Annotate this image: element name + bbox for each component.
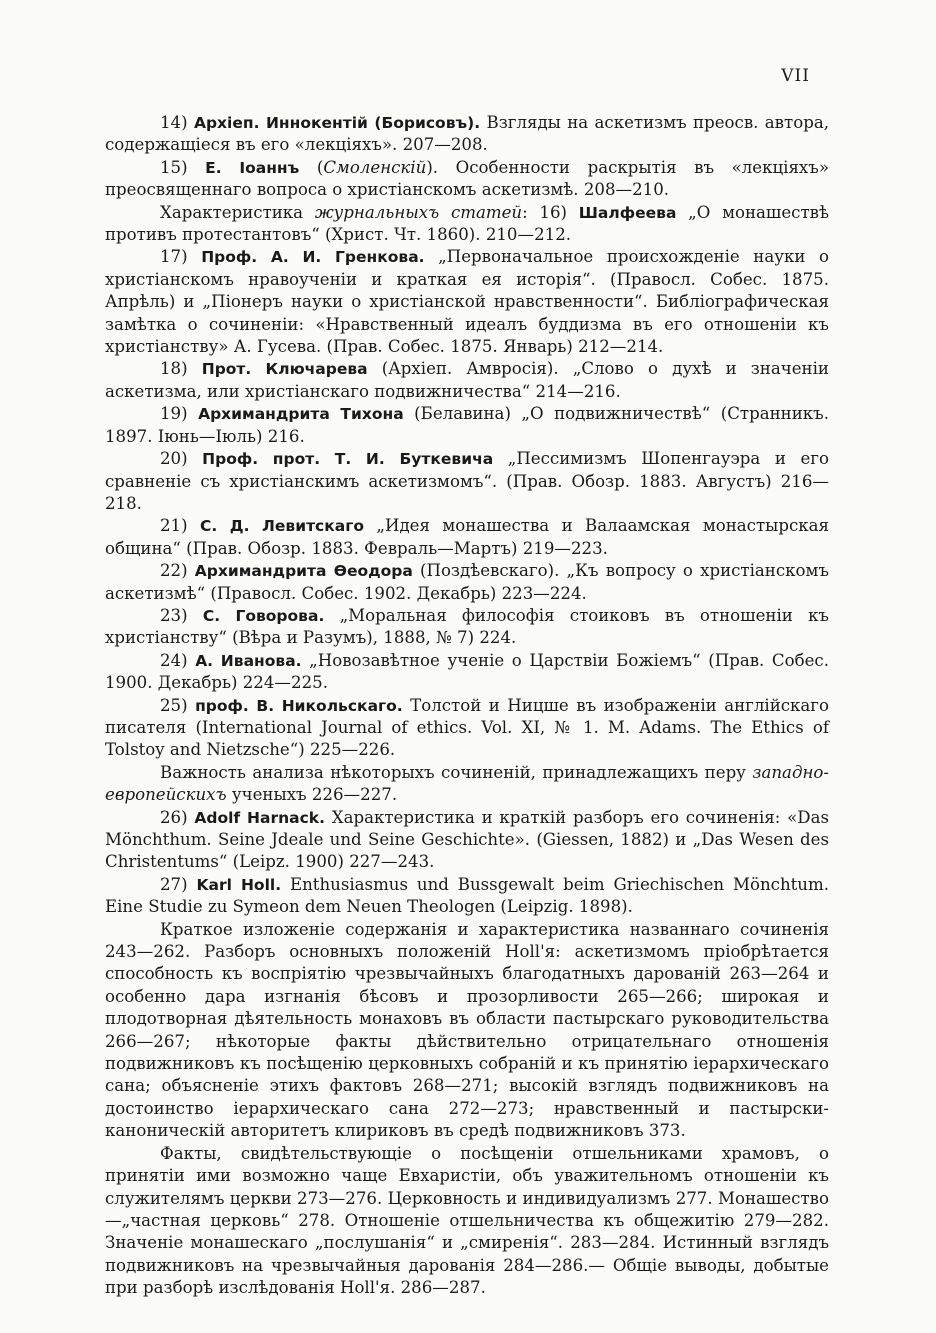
text-run: Характеристика и краткій разборъ его сочиненія: «Das Mönchthum. Seine Jdeale und Seine Geschichte». (Giessen, 1882) и „Das Wesen des Christentums“ (Leipz. 1900) 227—243. xyxy=(105,807,829,872)
bold-author-name: проф. В. Никольскаго. xyxy=(195,696,403,715)
paragraph xyxy=(105,157,829,202)
paragraph xyxy=(105,358,829,403)
bold-author-name: Прот. Ключарева xyxy=(201,360,368,379)
text-run: 20) xyxy=(160,449,203,469)
text-run: Взгляды на аскетизмъ преосв. автора, содержащіеся въ его «лекціяхъ». 207—208. xyxy=(105,113,829,155)
text-run: ( xyxy=(299,157,324,177)
bold-author-name: Adolf Harnack. xyxy=(194,808,325,827)
text-run: ученыхъ 226—227. xyxy=(226,785,398,805)
italic-text: западно-европейскихъ xyxy=(105,762,829,805)
paragraph xyxy=(105,202,829,247)
bold-author-name: Архимандрита Ѳеодора xyxy=(194,562,413,581)
text-run: „О монашествѣ противъ протестантовъ“ (Христ. Чт. 1860). 210—212. xyxy=(105,202,829,245)
bold-author-name: Архіеп. Иннокентій (Борисовъ). xyxy=(193,114,481,132)
paragraph xyxy=(105,695,829,762)
text-run: 25) xyxy=(160,695,196,715)
bold-author-name: С. Говорова. xyxy=(202,606,325,625)
text-run: „Новозавѣтное ученіе о Царствіи Божіемъ“ (Прав. Собес. 1900. Декабрь) 224—225. xyxy=(105,650,829,693)
text-run: 21) xyxy=(160,516,200,536)
paragraph xyxy=(105,650,829,695)
paragraph xyxy=(105,919,829,1143)
text-run: 18) xyxy=(160,359,202,379)
text-run: 14) xyxy=(160,113,194,132)
bold-author-name: Архимандрита Тихона xyxy=(198,405,404,424)
bold-author-name: С. Д. Левитскаго xyxy=(200,517,364,536)
text-run: 27) xyxy=(160,874,197,894)
bold-author-name: Проф. прот. Т. И. Буткевича xyxy=(202,450,494,469)
paragraph xyxy=(105,807,829,874)
text-run: Enthusiasmus und Bussgewalt beim Griechischen Mönchtum. Eine Studie zu Symeon dem Neuen Theologen (Leipzig. 1898). xyxy=(105,874,830,917)
text-run: 19) xyxy=(160,404,199,424)
text-run: 26) xyxy=(160,807,195,827)
paragraph xyxy=(105,1143,829,1300)
text-run: 22) xyxy=(160,561,195,581)
text-run: (Поздѣевскаго). „Къ вопросу о христіанскомъ аскетизмѣ“ (Правосл. Собес. 1902. Декабрь) 223—224. xyxy=(105,561,829,603)
text-run: (Архіеп. Амвросія). „Слово о духѣ и значеніи аскетизма, или христіанскаго подвижничества“ 214—216. xyxy=(105,359,829,401)
italic-text: журнальныхъ статей xyxy=(314,202,523,222)
bold-author-name: Проф. А. И. Гренкова. xyxy=(201,248,425,267)
text-run: 24) xyxy=(160,650,196,670)
bold-author-name: Шалфеева xyxy=(578,203,677,222)
paragraph xyxy=(105,560,829,605)
paragraph xyxy=(105,448,829,515)
paragraph xyxy=(105,605,829,650)
paragraph xyxy=(105,112,829,157)
text-run: 17) xyxy=(160,247,202,267)
paragraph xyxy=(105,515,829,560)
text-run: (Белавина) „О подвижничествѣ“ (Странникъ. 1897. Іюнь—Іюль) 216. xyxy=(105,404,829,446)
text-run: „Пессимизмъ Шопенгауэра и его сравненіе съ христіанскимъ аскетизмомъ“. (Прав. Обозр. 1883. Августъ) 216—218. xyxy=(105,449,829,513)
bold-author-name: Е. Іоаннъ xyxy=(205,158,300,177)
italic-text: Смоленскій xyxy=(323,157,427,177)
bold-author-name: А. Иванова. xyxy=(195,651,302,670)
text-run: „Идея монашества и Валаамская монастырская община“ (Прав. Обозр. 1883. Февраль—Мартъ) 219—223. xyxy=(105,516,829,558)
text-run: ). Особенности раскрытія въ «лекціяхъ» преосвященнаго вопроса о христіанскомъ аскетизмѣ. 208—210. xyxy=(105,157,829,200)
text-run: Толстой и Ницше въ изображеніи англійскаго писателя (International Journal of ethics. Vol. XI, № 1. M. Adams. The Ethics of Tolstoy and Nietzsche“) 225—226. xyxy=(105,695,829,760)
text-run: „Моральная философія стоиковъ въ отношеніи къ христіанству“ (Вѣра и Разумъ), 1888, № 7) 224. xyxy=(105,605,829,648)
bold-author-name: Karl Holl. xyxy=(196,875,282,894)
text-run: Краткое изложеніе содержанія и характеристика названнаго сочиненія 243—262. Разборъ основныхъ положеній Holl'я: аскетизмомъ пріобрѣтается способность къ воспріятію чрезвычайныхъ благодатныхъ дарованій 263—264 и особенно дара изгнанія бѣсовъ и прозорливости 265—266; широкая и плодотворная дѣятельность монаховъ въ области пастырскаго руководительства 266—267; нѣкоторые факты дѣйствительно отрицательнаго отношенія подвижниковъ къ посѣщенію церковныхъ собраній и къ принятію іерархическаго сана; объясненіе этихъ фактовъ 268—271; высокій взглядъ подвижниковъ на достоинство іерархическаго сана 272—273; нравственный и пастырски-каноническій авторитетъ клириковъ въ средѣ подвижниковъ 373. xyxy=(105,919,829,1141)
page-body xyxy=(105,112,829,1300)
page-number: VII xyxy=(781,66,810,86)
text-run: 23) xyxy=(160,605,203,625)
text-run: : 16) xyxy=(522,202,579,222)
paragraph xyxy=(105,403,829,448)
text-run: 15) xyxy=(160,157,206,177)
text-run: Характеристика xyxy=(160,202,315,222)
text-run: Важность анализа нѣкоторыхъ сочиненій, принадлежащихъ перу xyxy=(160,762,753,782)
text-run: „Первоначальное происхожденіе науки о христіанскомъ нравоученіи и краткая ея исторія“. (Правосл. Собес. 1875. Апрѣль) и „Піонеръ науки о христіанской нравственности“. Библіографическая замѣтка о сочиненіи: «Нравственный идеалъ буддизма въ его отношеніи къ христіанству» А. Гусева. (Прав. Собес. 1875. Январь) 212—214. xyxy=(105,247,830,357)
paragraph xyxy=(105,762,829,807)
paragraph xyxy=(105,874,829,919)
text-run: Факты, свидѣтельствующіе о посѣщеніи отшельниками храмовъ, о принятіи ими возможно чаще Евхаристіи, объ уважительномъ отношеніи къ служителямъ церкви 273—276. Церковность и индивидуализмъ 277. Монашество—„частная церковь“ 278. Отношеніе отшельничества къ общежитію 279—282. Значеніе монашескаго „послушанія“ и „смиренія“. 283—284. Истинный взглядъ подвижниковъ на чрезвычайныя дарованія 284—286.— Общіе выводы, добытые при разборѣ изслѣдованія Holl'я. 286—287. xyxy=(105,1143,829,1298)
paragraph xyxy=(105,246,829,358)
